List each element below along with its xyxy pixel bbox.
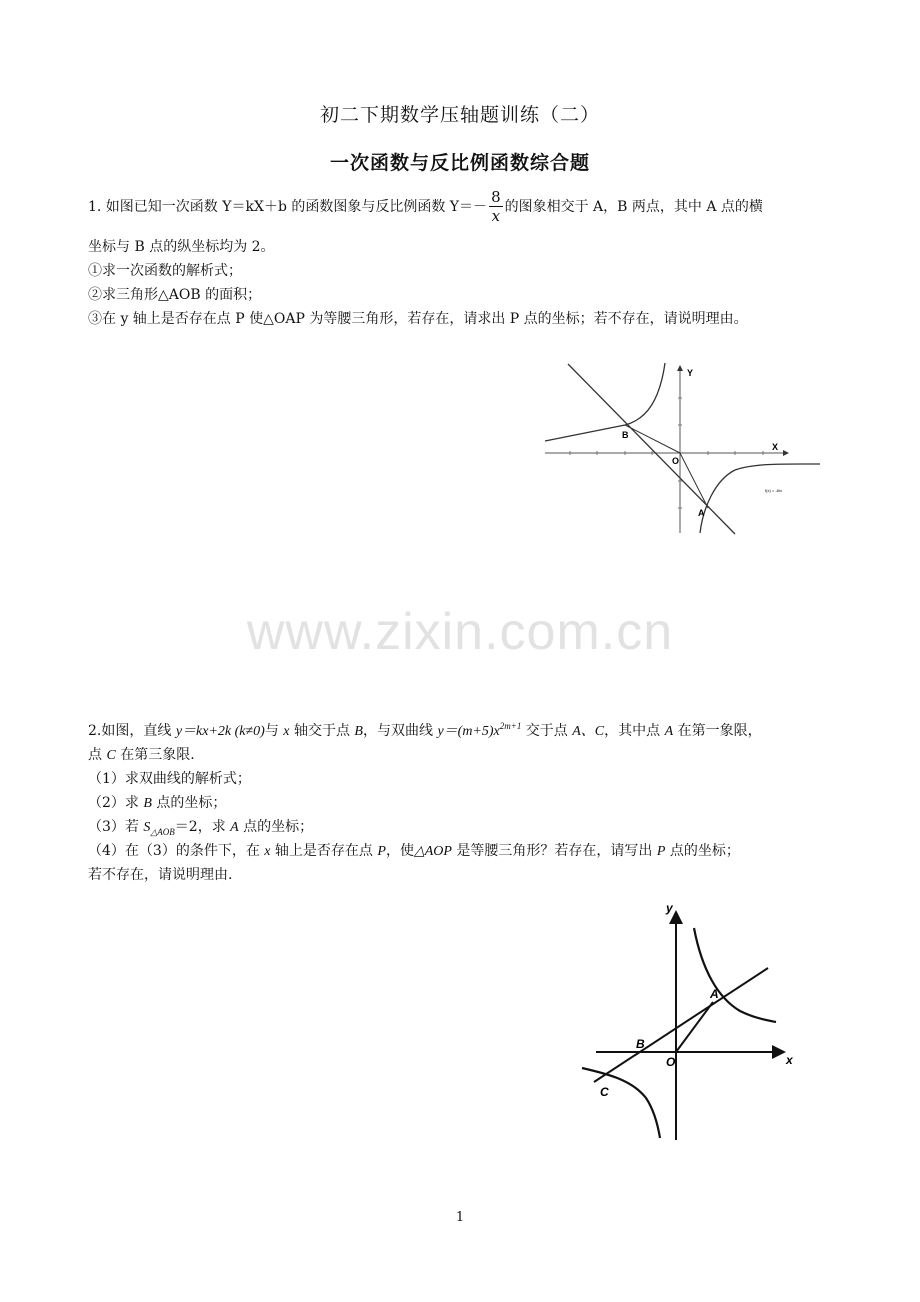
q1-label-o: O (672, 456, 680, 466)
q1-intro-before: 1. 如图已知一次函数 Y＝kX＋b 的函数图象与反比例函数 Y＝－ (88, 199, 488, 215)
q2-text: 2.如图，直线 (88, 723, 176, 739)
q2-label-x: x (786, 1053, 793, 1067)
q2-text: 与 (264, 723, 284, 739)
page-number: 1 (455, 1210, 465, 1225)
q2-text: 在第三象限. (115, 747, 195, 763)
q2-text: 轴交于点 (289, 723, 355, 739)
q2-text: 点的坐标； (665, 843, 740, 859)
q1-fraction (489, 190, 503, 224)
q2-item-2 (88, 792, 226, 812)
q2-text: 在第一象限， (673, 723, 762, 739)
q2-triangle-aop: △AOP (413, 844, 452, 859)
q2-text: 是等腰三角形？若存在，请写出 (451, 843, 657, 859)
q2-points-ac: A、C (572, 724, 605, 739)
q2-point-b: B (354, 724, 363, 739)
q1-label-b: B (622, 430, 629, 440)
q1-hyperbola-branch-right (700, 464, 820, 533)
q1-label-fx: f(x) = -8/x (765, 488, 783, 493)
q2-item-4 (88, 840, 740, 860)
q2-text: 轴上是否存在点 (270, 843, 378, 859)
q1-label-a: A (698, 508, 705, 518)
q2-label-a: A (710, 987, 719, 1001)
q2-text: 点 (88, 747, 107, 763)
q2-point-p: P (656, 844, 666, 859)
q2-point-b: B (143, 796, 152, 811)
q2-item-3 (88, 816, 313, 838)
page-subtitle: 一次函数与反比例函数综合题 (329, 152, 590, 174)
q2-label-b: B (636, 1037, 645, 1051)
q2-var-x: x (283, 724, 290, 739)
q1-fraction-numerator: 8 (491, 188, 501, 206)
q2-text: 点的坐标； (238, 819, 314, 835)
q1-segment-oa (680, 453, 708, 508)
q1-intro-line (88, 190, 763, 224)
q1-segment-ob (625, 425, 680, 453)
q2-text: ，使 (385, 843, 414, 859)
q2-var-x: x (264, 844, 271, 859)
q1-item-1: ①求一次函数的解析式； (88, 263, 242, 279)
q2-text: 交于点 (521, 723, 573, 739)
q1-label-x: X (772, 442, 779, 452)
q1-intro-line2: 坐标与 B 点的纵坐标均为 2。 (88, 239, 275, 255)
q2-hyperbola-exponent: 2m+1 (499, 721, 522, 732)
q2-intro-line2 (88, 744, 195, 764)
q1-item-2: ②求三角形△AOB 的面积； (88, 287, 262, 303)
q2-item-4-line2: 若不存在，请说明理由. (88, 867, 233, 883)
q2-line-equation: y＝kx+2k (k≠0) (175, 724, 265, 739)
q2-item-1: （1）求双曲线的解析式； (88, 771, 251, 787)
q1-label-y: Y (687, 368, 694, 378)
q2-area-subscript: △AOB (150, 826, 175, 837)
q2-linear-line (594, 968, 768, 1082)
q2-text: ＝2，求 (174, 819, 231, 835)
q2-label-c: C (600, 1085, 609, 1099)
q2-point-c: C (106, 748, 116, 763)
q2-figure (578, 898, 800, 1144)
q1-fraction-denominator: x (491, 207, 501, 225)
q2-point-a: A (664, 724, 674, 739)
q1-item-3: ③在 y 轴上是否存在点 P 使△OAP 为等腰三角形，若存在，请求出 P 点的坐标；若不存在，请说明理由。 (88, 311, 748, 327)
q2-area-symbol: S (143, 820, 151, 835)
q2-hyperbola-equation: y＝(m+5)x (437, 724, 500, 739)
q2-text: ，与双曲线 (362, 723, 438, 739)
q2-label-y: y (666, 901, 673, 915)
q2-text: ，其中点 (604, 723, 665, 739)
q2-intro-line1 (88, 720, 762, 740)
q2-text: （4）在（3）的条件下，在 (88, 843, 265, 859)
page-title: 初二下期数学压轴题训练（二） (319, 104, 600, 126)
q2-point-a: A (230, 820, 239, 835)
q2-text: （3）若 (88, 819, 144, 835)
q1-figure (540, 358, 830, 538)
q2-hyperbola-branch-third (582, 1068, 660, 1138)
q2-text: 点的坐标； (151, 795, 227, 811)
q2-label-o: O (666, 1055, 676, 1069)
q1-linear-line (568, 364, 735, 534)
q2-segment-oa (676, 1002, 713, 1052)
q2-point-p: P (377, 844, 386, 859)
q2-text: （2）求 (88, 795, 144, 811)
watermark: www.zixin.com.cn (246, 603, 674, 661)
q1-intro-after: 的图象相交于 A，B 两点，其中 A 点的横 (504, 199, 763, 215)
